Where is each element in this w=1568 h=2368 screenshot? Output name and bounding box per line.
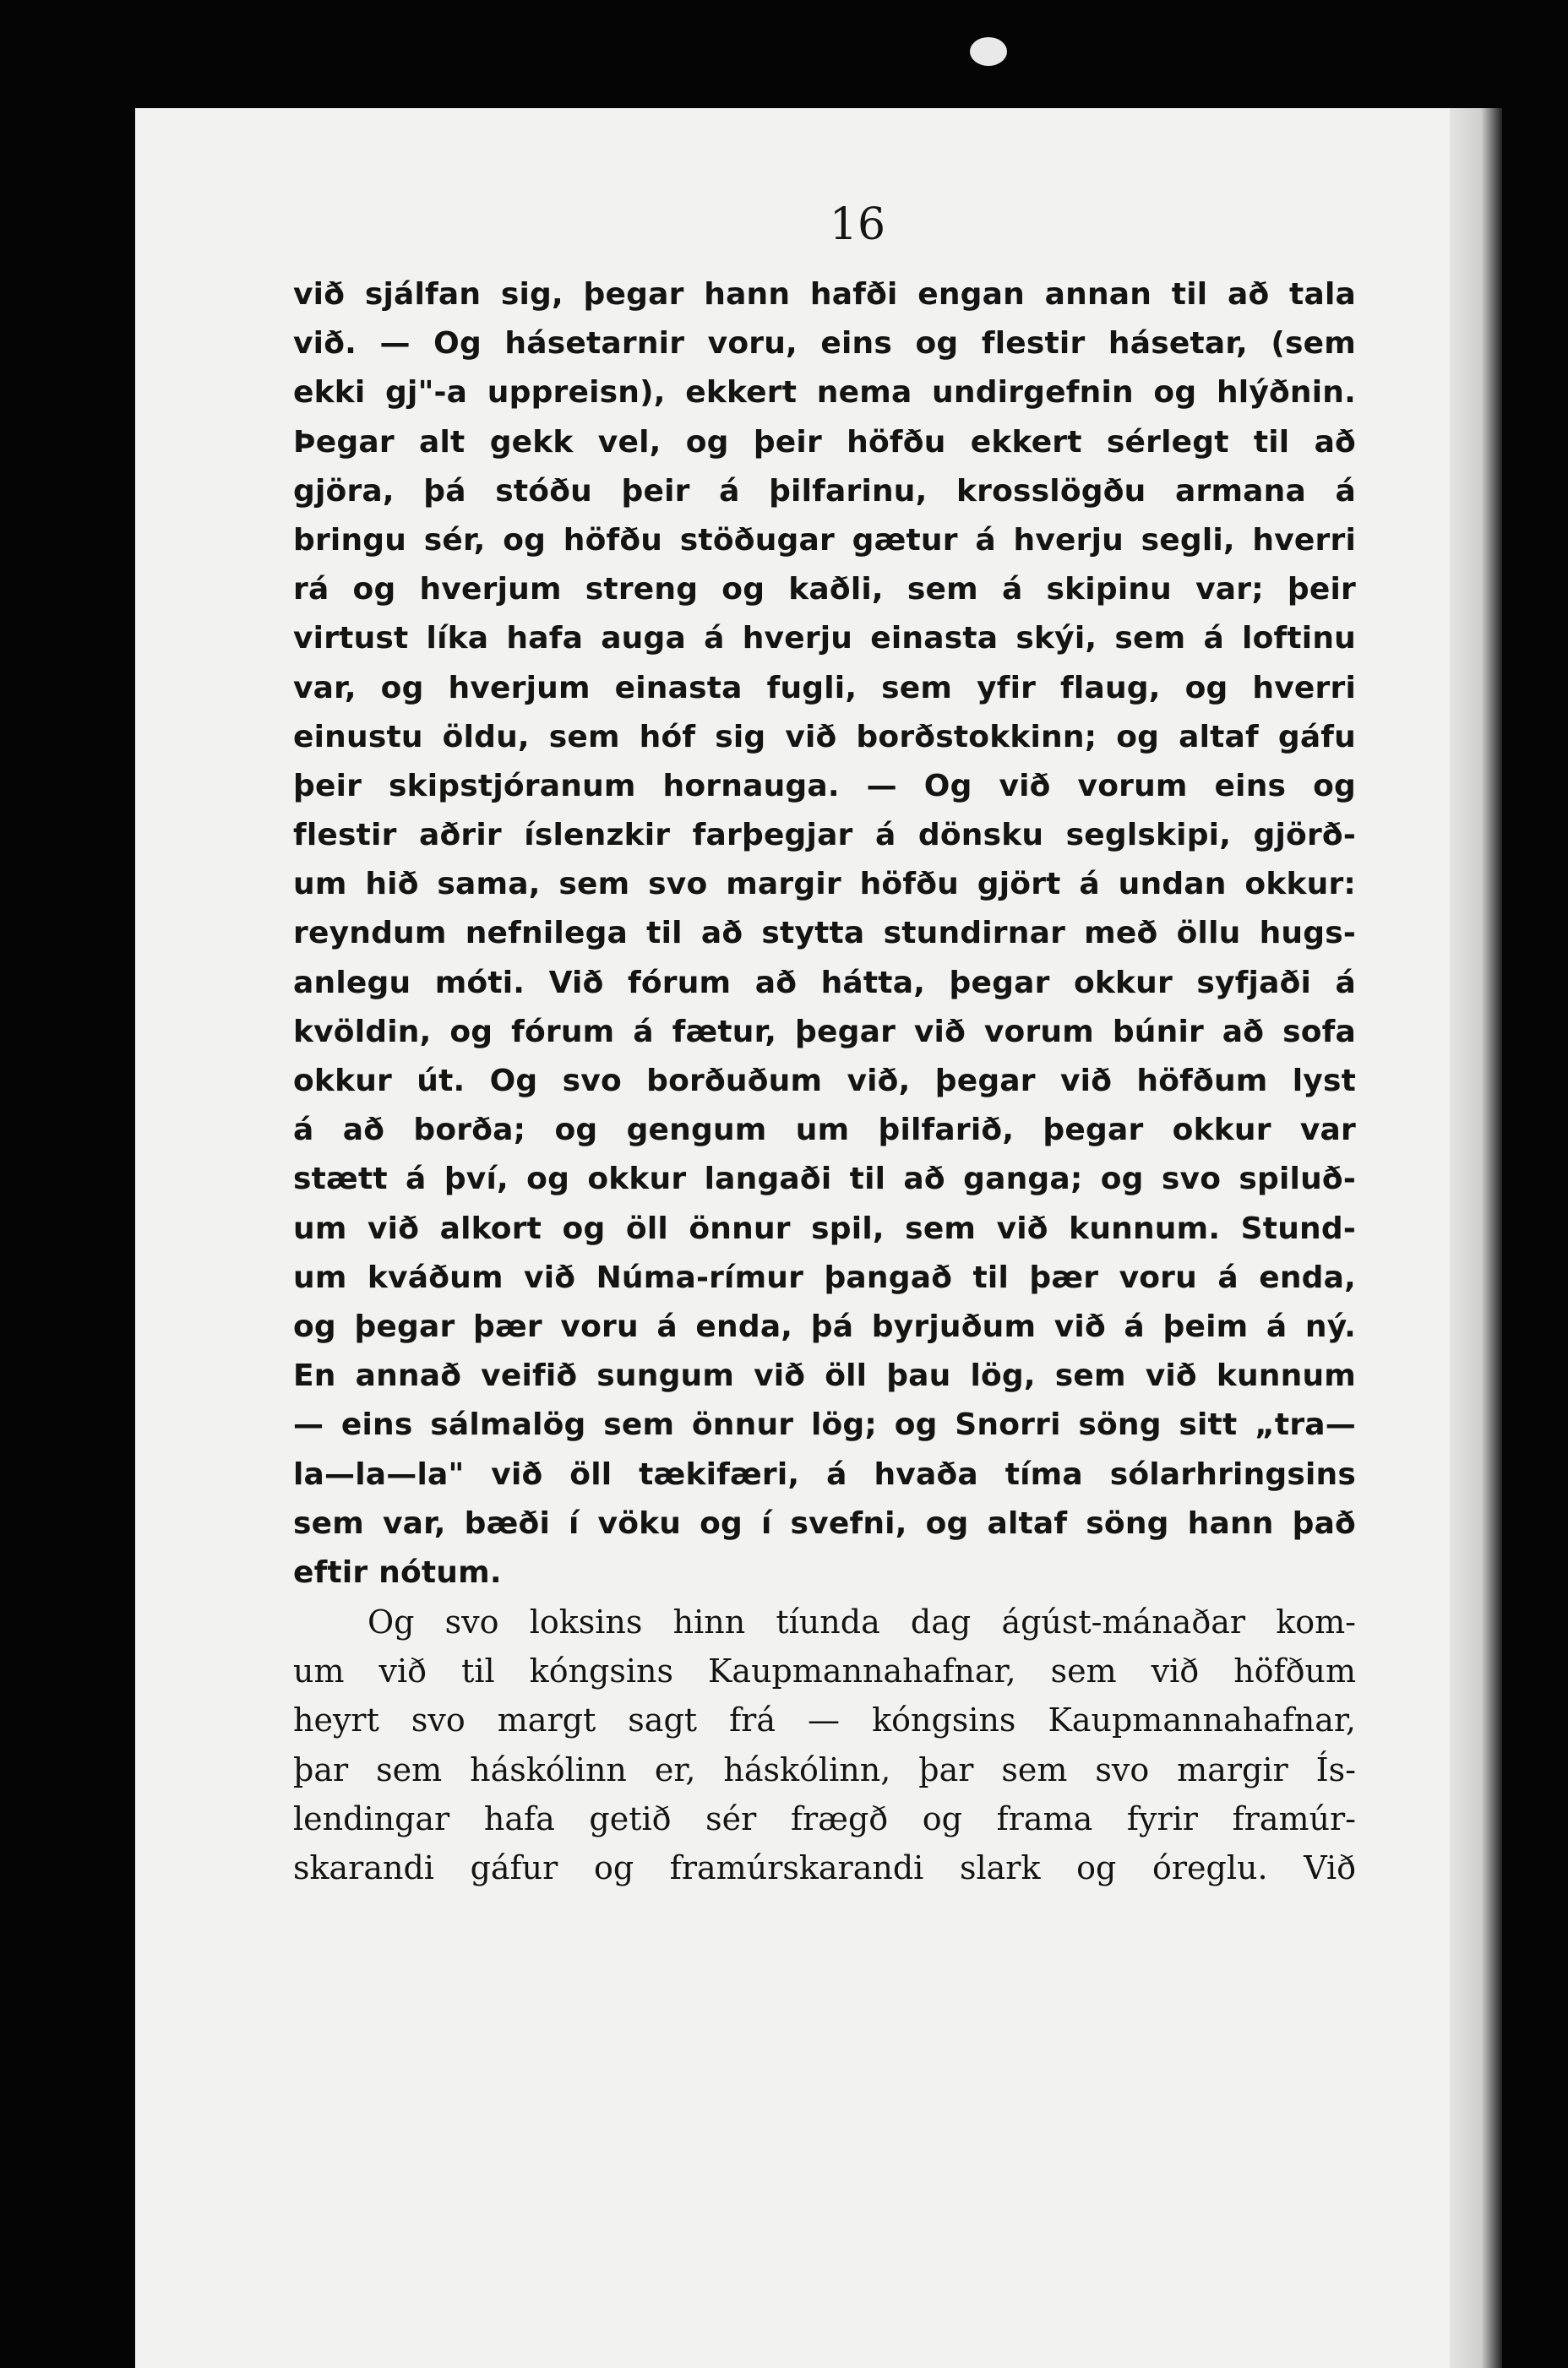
text-line: anlegu móti. Við fórum að hátta, þegar okkur syfjaði á (293, 965, 1356, 1000)
paragraph-roman (293, 1598, 1356, 1892)
text-line: um hið sama, sem svo margir höfðu gjört á undan okkur: (293, 867, 1356, 902)
text-line: rá og hverjum streng og kaðli, sem á skipinu var; þeir (293, 572, 1356, 607)
text-line: En annað veifið sungum við öll þau lög, sem við kunnum (293, 1358, 1356, 1394)
text-line: reyndum nefnilega til að stytta stundirnar með öllu hugs- (293, 916, 1356, 951)
text-line: kvöldin, og fórum á fætur, þegar við vorum búnir að sofa (293, 1014, 1356, 1049)
text-line: þeir skipstjóranum hornauga. — Og við vorum eins og (293, 768, 1356, 803)
text-line: lendingar hafa getið sér frægð og frama fyrir framúr- (293, 1799, 1356, 1837)
text-line: eftir nótum. (293, 1554, 502, 1590)
text-line: skarandi gáfur og framúrskarandi slark og óreglu. Við (293, 1849, 1356, 1886)
text-line: Þegar alt gekk vel, og þeir höfðu ekkert sérlegt til að (293, 424, 1356, 460)
text-line: á að borða; og gengum um þilfarið, þegar okkur var (293, 1113, 1356, 1148)
text-line: þar sem háskólinn er, háskólinn, þar sem svo margir Ís- (293, 1750, 1356, 1788)
text-line: stætt á því, og okkur langaði til að ganga; og svo spiluð- (293, 1162, 1356, 1197)
text-line: bringu sér, og höfðu stöðugar gætur á hverju segli, hverri (293, 522, 1356, 558)
text-line: og þegar þær voru á enda, þá byrjuðum við á þeim á ný. (293, 1309, 1356, 1344)
text-line: um við til kóngsins Kaupmannahafnar, sem við höfðum (293, 1652, 1356, 1690)
text-line: heyrt svo margt sagt frá — kóngsins Kaupmannahafnar, (293, 1701, 1356, 1739)
text-line: var, og hverjum einasta fugli, sem yfir flaug, og hverri (293, 670, 1356, 705)
text-line: gjöra, þá stóðu þeir á þilfarinu, krosslögðu armana á (293, 473, 1356, 509)
text-line: við sjálfan sig, þegar hann hafði engan annan til að tala (293, 277, 1356, 312)
text-line: — eins sálmalög sem önnur lög; og Snorri söng sitt „tra— (293, 1407, 1356, 1443)
text-line: við. — Og hásetarnir voru, eins og flestir hásetar, (sem (293, 326, 1356, 362)
page-number: 16 (829, 199, 886, 250)
body-text (293, 270, 1356, 1892)
paragraph-bold (293, 270, 1356, 1598)
text-line: ekki gj"-a uppreisn), ekkert nema undirgefnin og hlýðnin. (293, 375, 1356, 411)
text-line: einustu öldu, sem hóf sig við borðstokkinn; og altaf gáfu (293, 719, 1356, 754)
text-line: Og svo loksins hinn tíunda dag ágúst-mánaðar kom- (368, 1603, 1356, 1641)
text-line: um við alkort og öll önnur spil, sem við kunnum. Stund- (293, 1211, 1356, 1246)
text-line: virtust líka hafa auga á hverju einasta skýi, sem á loftinu (293, 621, 1356, 656)
text-line: sem var, bæði í vöku og í svefni, og altaf söng hann það (293, 1505, 1356, 1541)
text-line: la—la—la" við öll tækifæri, á hvaða tíma sólarhringsins (293, 1456, 1356, 1492)
text-line: um kváðum við Núma-rímur þangað til þær voru á enda, (293, 1260, 1356, 1295)
page-edge-shadow (1450, 108, 1502, 2368)
text-line: flestir aðrir íslenzkir farþegjar á dönsku seglskipi, gjörð- (293, 818, 1356, 853)
text-line: okkur út. Og svo borðuðum við, þegar við höfðum lyst (293, 1064, 1356, 1098)
scan-artifact (970, 37, 1007, 66)
